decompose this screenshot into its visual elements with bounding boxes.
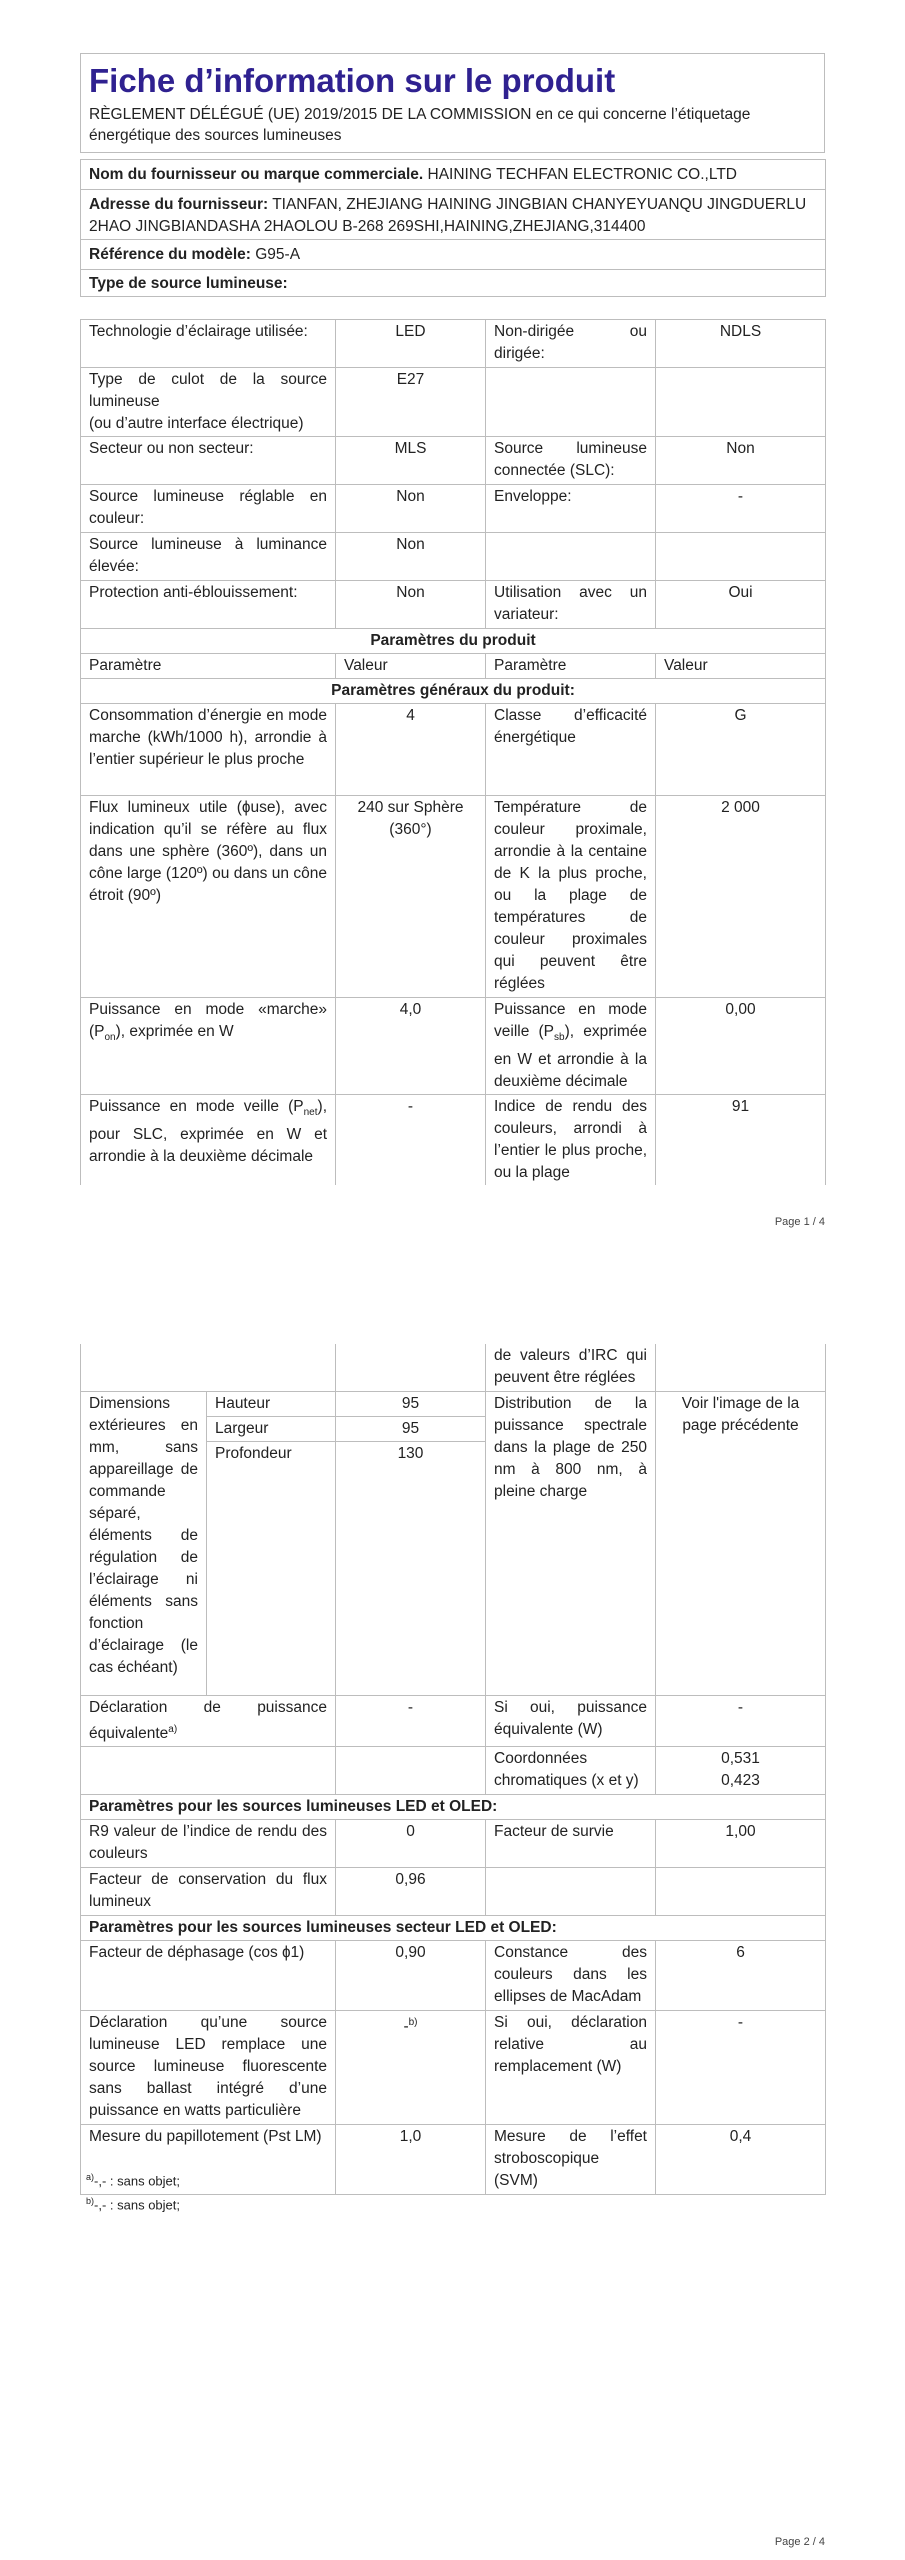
chromaticity-x-value: 0,531 — [721, 1750, 760, 1768]
luminous-flux-row — [81, 796, 826, 998]
empty-cell — [336, 1747, 486, 1795]
mains-row — [81, 437, 826, 485]
footnote-b-text: -,- : sans objet; — [94, 2197, 180, 2213]
connected-label: Source lumineuse connectée (SLC): — [486, 437, 656, 485]
high-luminance-value: Non — [336, 533, 486, 581]
page-number-2: Page 2 / 4 — [774, 2536, 825, 2548]
efficiency-class-value: G — [656, 704, 826, 796]
chromaticity-y-value: 0,423 — [721, 1772, 760, 1790]
replacement-claim-value: - — [403, 2018, 409, 2036]
replacement-claim-row — [81, 2011, 826, 2125]
cri-value: 91 — [656, 1095, 826, 1186]
networked-standby-value: - — [336, 1095, 486, 1186]
page-1 — [0, 0, 905, 1240]
chromaticity-label: Coordonnées chromatiques (x et y) — [486, 1747, 656, 1795]
equivalent-power-if-yes-label: Si oui, puissance équivalente (W) — [486, 1696, 656, 1747]
r9-label: R9 valeur de l’indice de rendu des couleurs — [81, 1820, 336, 1868]
colour-tunable-row — [81, 485, 826, 533]
networked-standby-subscript: net — [303, 1107, 318, 1119]
anti-glare-label: Protection anti-éblouissement: — [81, 581, 336, 629]
equivalent-power-label: Déclaration de puissance équivalente — [89, 1699, 327, 1743]
envelope-label: Enveloppe: — [486, 485, 656, 533]
on-power-row — [81, 998, 826, 1095]
replacement-if-yes-label: Si oui, déclaration relative au remplacement (W) — [486, 2011, 656, 2125]
page-2 — [0, 1320, 905, 2560]
high-luminance-row — [81, 533, 826, 581]
networked-standby-label: Puissance en mode veille (P — [89, 1098, 304, 1116]
footnote-a-mark: a) — [86, 2172, 95, 2182]
high-luminance-label: Source lumineuse à luminance élevée: — [81, 533, 336, 581]
equivalent-power-value: - — [336, 1696, 486, 1747]
equivalent-power-row — [81, 1696, 826, 1747]
spectral-distribution-value: Voir l'image de la page précédente — [656, 1391, 826, 1696]
phase-factor-row — [81, 1941, 826, 2011]
flux-maintenance-value: 0,96 — [336, 1868, 486, 1916]
supplier-name-label: Nom du fournisseur ou marque commerciale. — [89, 166, 424, 183]
luminous-flux-label: Flux lumineux utile (ɸuse), avec indication qu’il se réfère au flux dans une sphère (360º), dans un cône large (120º) ou dans un cône étroit (90º) — [81, 796, 336, 998]
general-params-heading-row — [81, 679, 826, 704]
product-parameters-table-continued — [80, 1344, 826, 2195]
replacement-if-yes-value: - — [656, 2011, 826, 2125]
stroboscopic-label: Mesure de l’effet stroboscopique (SVM) — [486, 2125, 656, 2195]
efficiency-class-label: Classe d’efficacité énergétique — [486, 704, 656, 796]
directional-value: NDLS — [656, 320, 826, 368]
supplier-address-row — [81, 190, 826, 240]
colour-temperature-label: Température de couleur proximale, arrondie à la centaine de K la plus proche, ou la plage de températures de couleur proximales qui peuvent être réglées — [486, 796, 656, 998]
luminous-flux-value: 240 sur Sphère (360°) — [336, 796, 486, 998]
dimensions-label: Dimensions extérieures en mm, sans appareillage de commande séparé, éléments de régulation de l’éclairage ni éléments sans fonction d’éclairage (le cas échéant) — [81, 1391, 207, 1696]
supplier-address-value: TIANFAN, ZHEJIANG HAINING JINGBIAN CHANYEYUANQU JINGDUERLU 2HAO JINGBIANDASHA 2HAOLOU B-268 269SHI,HAINING,ZHEJIANG,314400 — [89, 196, 807, 235]
column-header-row — [81, 654, 826, 679]
energy-consumption-value: 4 — [336, 704, 486, 796]
regulation-subtitle: RÈGLEMENT DÉLÉGUÉ (UE) 2019/2015 DE LA COMMISSION en ce qui concerne l’étiquetage énergétique des sources lumineuses — [89, 106, 751, 144]
supplier-address-label: Adresse du fournisseur: — [89, 196, 269, 213]
supplier-table — [80, 159, 826, 297]
model-reference-value: G95-A — [255, 246, 301, 263]
product-parameters-table — [80, 319, 826, 1185]
anti-glare-row — [81, 581, 826, 629]
mains-led-oled-heading: Paramètres pour les sources lumineuses secteur LED et OLED: — [81, 1916, 826, 1941]
general-params-heading: Paramètres généraux du produit: — [81, 679, 826, 704]
height-value: 95 — [336, 1391, 486, 1416]
r9-row — [81, 1820, 826, 1868]
width-label: Largeur — [207, 1416, 336, 1441]
mains-led-oled-heading-row — [81, 1916, 826, 1941]
colour-tunable-label: Source lumineuse réglable en couleur: — [81, 485, 336, 533]
dimension-height-row — [81, 1391, 826, 1416]
standby-power-subscript: sb — [554, 1032, 565, 1044]
energy-consumption-label: Consommation d’énergie en mode marche (kWh/1000 h), arrondie à l’entier supérieur le plus proche — [81, 704, 336, 796]
column-header-value: Valeur — [336, 654, 486, 679]
energy-row — [81, 704, 826, 796]
source-type-heading: Type de source lumineuse: — [81, 270, 826, 297]
phase-factor-label: Facteur de déphasage (cos ɸ1) — [81, 1941, 336, 2011]
depth-value: 130 — [336, 1441, 486, 1466]
cap-type-label: Type de culot de la source lumineuse — [89, 371, 327, 410]
footnote-a-text: -,- : sans objet; — [94, 2173, 180, 2189]
footnote-a-ref: a) — [168, 1724, 178, 1735]
cap-type-value: E27 — [336, 368, 486, 437]
directional-label: Non-dirigée ou dirigée: — [486, 320, 656, 368]
footnote-b — [86, 2192, 180, 2214]
height-label: Hauteur — [207, 1391, 336, 1416]
flux-maintenance-label: Facteur de conservation du flux lumineux — [81, 1868, 336, 1916]
macadam-label: Constance des couleurs dans les ellipses de MacAdam — [486, 1941, 656, 2011]
supplier-name-row — [81, 160, 826, 190]
model-reference-row — [81, 240, 826, 270]
connected-value: Non — [656, 437, 826, 485]
replacement-claim-label: Déclaration qu’une source lumineuse LED remplace une source lumineuse fluorescente sans ballast intégré d’une puissance en watts particulière — [81, 2011, 336, 2125]
technology-value: LED — [336, 320, 486, 368]
empty-cell — [81, 1747, 336, 1795]
document-title: Fiche d’information sur le produit — [89, 62, 616, 99]
product-params-heading: Paramètres du produit — [81, 629, 826, 654]
empty-cell — [336, 1344, 486, 1391]
footnote-b-ref: b) — [408, 2017, 418, 2029]
empty-cell — [486, 533, 656, 581]
on-power-label: Puissance en mode «marche» (P — [89, 1001, 327, 1040]
r9-value: 0 — [336, 1820, 486, 1868]
stroboscopic-value: 0,4 — [656, 2125, 826, 2195]
supplier-name-value: HAINING TECHFAN ELECTRONIC CO.,LTD — [427, 166, 737, 183]
column-header-parameter: Paramètre — [81, 654, 336, 679]
on-power-subscript: on — [104, 1032, 116, 1044]
flicker-label: Mesure du papillotement (Pst LM) — [81, 2125, 336, 2195]
column-header-value: Valeur — [656, 654, 826, 679]
cri-label-continued: de valeurs d’IRC qui peuvent être réglées — [486, 1344, 656, 1391]
flicker-row — [81, 2125, 826, 2195]
on-power-label-end: ), exprimée en W — [115, 1023, 234, 1040]
equivalent-power-if-yes-value: - — [656, 1696, 826, 1747]
led-oled-heading: Paramètres pour les sources lumineuses LED et OLED: — [81, 1795, 826, 1820]
colour-temperature-value: 2 000 — [656, 796, 826, 998]
column-header-parameter: Paramètre — [486, 654, 656, 679]
macadam-value: 6 — [656, 1941, 826, 2011]
mains-value: MLS — [336, 437, 486, 485]
dimmer-label: Utilisation avec un variateur: — [486, 581, 656, 629]
spectral-distribution-label: Distribution de la puissance spectrale dans la plage de 250 nm à 800 nm, à pleine charge — [486, 1391, 656, 1696]
model-reference-label: Référence du modèle: — [89, 246, 251, 263]
footnote-b-mark: b) — [86, 2196, 95, 2206]
flux-maintenance-row — [81, 1868, 826, 1916]
empty-cell — [486, 368, 656, 437]
empty-cell — [81, 1344, 336, 1391]
product-params-heading-row — [81, 629, 826, 654]
empty-cell — [656, 1344, 826, 1391]
cap-type-row — [81, 368, 826, 437]
survival-factor-value: 1,00 — [656, 1820, 826, 1868]
phase-factor-value: 0,90 — [336, 1941, 486, 2011]
standby-power-label-end: ), exprimée en W et arrondie à la deuxième décimale — [494, 1023, 647, 1091]
cri-label: Indice de rendu des couleurs, arrondi à l’entier le plus proche, ou la plage — [486, 1095, 656, 1186]
technology-row — [81, 320, 826, 368]
footnote-a — [86, 2168, 180, 2190]
empty-cell — [207, 1466, 336, 1696]
technology-label: Technologie d’éclairage utilisée: — [81, 320, 336, 368]
cri-continuation-row — [81, 1344, 826, 1391]
empty-cell — [656, 1868, 826, 1916]
envelope-value: - — [656, 485, 826, 533]
empty-cell — [656, 533, 826, 581]
survival-factor-label: Facteur de survie — [486, 1820, 656, 1868]
anti-glare-value: Non — [336, 581, 486, 629]
standby-power-label: Puissance en mode veille (P — [494, 1001, 647, 1040]
page-number-1: Page 1 / 4 — [774, 1216, 825, 1228]
networked-standby-label-end: ), pour SLC, exprimée en W et arrondie à la deuxième décimale — [89, 1098, 327, 1166]
empty-cell — [486, 1868, 656, 1916]
cap-type-sublabel: (ou d’autre interface électrique) — [89, 415, 304, 432]
empty-cell — [656, 368, 826, 437]
mains-label: Secteur ou non secteur: — [81, 437, 336, 485]
document-header — [80, 53, 825, 153]
depth-label: Profondeur — [207, 1441, 336, 1466]
networked-standby-row — [81, 1095, 826, 1186]
source-type-heading-row — [81, 270, 826, 297]
on-power-value: 4,0 — [336, 998, 486, 1095]
empty-cell — [336, 1466, 486, 1696]
dimmer-value: Oui — [656, 581, 826, 629]
chromaticity-row — [81, 1747, 826, 1795]
led-oled-heading-row — [81, 1795, 826, 1820]
standby-power-value: 0,00 — [656, 998, 826, 1095]
width-value: 95 — [336, 1416, 486, 1441]
flicker-value: 1,0 — [336, 2125, 486, 2195]
colour-tunable-value: Non — [336, 485, 486, 533]
